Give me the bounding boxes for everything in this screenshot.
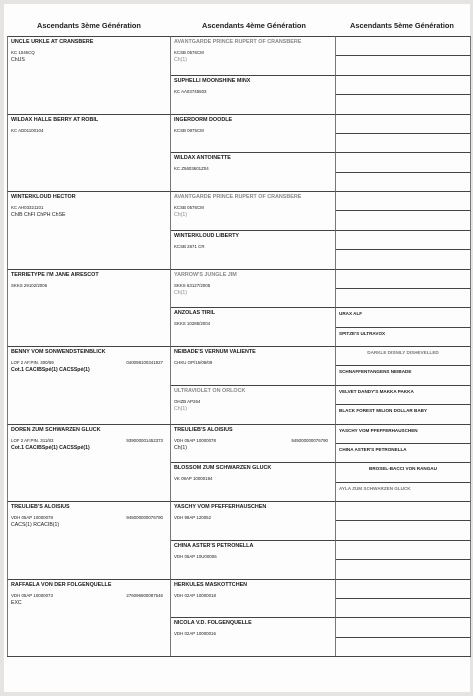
gen5-cell — [336, 365, 471, 384]
gen4-registration-line — [174, 399, 332, 405]
gen5-cell — [336, 443, 471, 462]
gen3-registration-line — [11, 360, 167, 366]
gen3-titles: ChUS — [11, 57, 25, 63]
gen3-registration: KC AD01100104 — [11, 127, 44, 133]
grid-bottom-rule — [7, 656, 171, 657]
gen5-cell — [336, 424, 471, 443]
gen5-cell — [336, 520, 471, 539]
gen5-cell — [336, 75, 471, 94]
gen5-cell — [336, 598, 471, 617]
gen5-dog-name: SCHNAFFENTANGENS NEIBADE — [339, 369, 412, 375]
gen3-dog-name: BENNY VOM SONWENDSTEINBLICK — [11, 349, 106, 355]
gen5-cell — [336, 307, 471, 326]
gen4-chip-id: 945000000076790 — [291, 437, 328, 443]
gen4-dog-name: CHINA ASTER'S PETRONELLA — [174, 542, 254, 549]
gen5-cell — [336, 462, 471, 481]
gen3-registration: LOF 2 AF.PIN. 311/83 — [11, 437, 54, 443]
gen4-cell — [171, 230, 336, 269]
gen4-cell — [171, 501, 336, 540]
gen5-cell — [336, 172, 471, 191]
gen4-registration: VDH 02AP 10000018 — [174, 592, 216, 598]
gen4-registration: KC Z5603601Z04 — [174, 166, 209, 172]
gen4-dog-name: INGERDORM DOODLE — [174, 116, 233, 123]
gen4-dog-name: BLOSSOM ZUM SCHWARZEN GLUCK — [174, 465, 272, 472]
gen5-cell — [336, 269, 471, 288]
gen5-dog-name: SPITZE'S ULTRAVOX — [339, 330, 386, 336]
gen4-registration-line — [174, 166, 332, 172]
gen4-registration: KCSB 0975CM — [174, 127, 204, 133]
gen4-registration-line — [174, 244, 332, 250]
gen4-cell — [171, 346, 336, 385]
gen4-cell — [171, 36, 336, 75]
gen3-chip-id: 276096900087546 — [126, 592, 163, 598]
gen5-cell — [336, 230, 471, 249]
gen4-registration-line — [174, 283, 332, 289]
gen4-cell — [171, 579, 336, 618]
gen4-registration-line — [174, 438, 332, 444]
gen3-chip-id: 945000000076790 — [126, 515, 163, 520]
gen3-registration: VDH 05AP 10000078 — [11, 515, 53, 520]
gen5-cell — [336, 55, 471, 74]
gen3-dog-name: DOREN ZUM SCHWARZEN GLUCK — [11, 426, 101, 433]
gen3-registration-line — [11, 593, 167, 599]
gen4-registration-line — [174, 128, 332, 134]
gen5-cell — [336, 617, 471, 636]
gen4-registration: SKKS 10285/2004 — [174, 321, 211, 327]
gen4-cell — [171, 75, 336, 114]
gen3-registration-line — [11, 50, 167, 56]
gen5-dog-name: VELVET DANDY'S MAKKA PAKKA — [339, 388, 414, 394]
gen4-dog-name: NICOLA V.D. FOLGENQUELLE — [174, 620, 252, 627]
gen4-registration: CHKU OP/15/09/09 — [174, 360, 213, 365]
gen4-registration: KC AA03745503 — [174, 88, 207, 94]
gen3-cell — [7, 36, 171, 114]
gen3-dog-name: UNCLE URKLE AT CRANSBERE — [11, 39, 94, 45]
gen4-cell — [171, 462, 336, 501]
gen3-registration: LOF 2 AF.PIN. 300/59 — [11, 360, 54, 365]
gen5-cell — [336, 346, 471, 365]
gen5-cell — [336, 36, 471, 55]
gen5-cell — [336, 559, 471, 578]
gen3-cell — [7, 501, 171, 579]
gen4-dog-name: YARROW'S JUNGLE JIM — [174, 271, 237, 278]
header-gen5: Ascendants 5ème Génération — [350, 21, 454, 30]
gen5-cell — [336, 404, 471, 423]
gen5-cell — [336, 501, 471, 520]
gen3-registration: KC AH03321101 — [11, 205, 44, 210]
gen4-dog-name: SUPHELLI MOONSHINE MINX — [174, 77, 251, 84]
gen4-cell — [171, 269, 336, 308]
gen5-cell — [336, 482, 471, 501]
gen4-dog-name: ULTRAVIOLET ON ORLOCK — [174, 387, 246, 394]
gen3-cell — [7, 114, 171, 192]
gen3-chip-id: 040098100341927 — [126, 360, 163, 365]
gen4-registration-line — [174, 554, 332, 560]
gen3-registration: KC 1046CQ — [11, 50, 35, 55]
gen4-dog-name: AVANTGARDE PRINCE RUPERT OF CRANSBERE — [174, 39, 302, 45]
gen5-cell — [336, 133, 471, 152]
gen5-cell — [336, 152, 471, 171]
gen3-registration: VDH 05AP 10000073 — [11, 592, 53, 598]
gen5-cell — [336, 210, 471, 229]
gen3-dog-name: WILDAX HALLE BERRY AT ROBIL — [11, 116, 99, 123]
gen5-cell — [336, 288, 471, 307]
gen4-cell — [171, 191, 336, 230]
gen3-registration-line — [11, 128, 167, 134]
gen4-cell — [171, 307, 336, 346]
gen5-dog-name: DARKLE DISNILY DISHEVELLED — [367, 350, 439, 355]
grid-bottom-rule — [171, 656, 336, 657]
gen5-dog-name: URAX ALF — [339, 311, 363, 317]
gen4-dog-name: YASCHY VOM PFEFFERHAUSCHEN — [174, 504, 267, 510]
gen5-dog-name: YASCHY VOM PFEFFERHAUSCHEN — [339, 427, 418, 433]
gen4-registration: OHZB AP264 — [174, 398, 201, 404]
gen5-cell — [336, 249, 471, 268]
gen4-titles: Ch(1) — [174, 212, 187, 218]
gen3-titles: CACS(1) RCACIB(1) — [11, 522, 60, 528]
gen4-registration: VDH 05AP 10000078 — [174, 437, 216, 443]
header-gen3: Ascendants 3ème Génération — [37, 21, 141, 30]
gen5-cell — [336, 327, 471, 346]
gen4-dog-name: NEIBADE'S VERNUM VALIENTE — [174, 349, 256, 355]
gen5-dog-name: AYLA ZUM SCHWARZEN GLUCK — [339, 485, 411, 491]
gen3-registration-line — [11, 438, 167, 444]
gen4-cell — [171, 617, 336, 656]
gen5-cell — [336, 385, 471, 404]
grid-bottom-rule — [336, 656, 471, 657]
gen4-cell — [171, 152, 336, 191]
gen4-registration: VK 09AP 10000194 — [174, 476, 213, 482]
gen3-titles: EXC — [11, 599, 22, 606]
gen5-dog-name: BLACK FOREST MILION DOLLAR BABY — [339, 408, 428, 414]
gen4-titles: Ch(1) — [174, 444, 187, 451]
gen4-registration-line — [174, 321, 332, 327]
gen4-dog-name: WILDAX ANTOINETTE — [174, 155, 231, 162]
gen3-titles: Cot.1 CACIBSpé(1) CACSSpé(1) — [11, 444, 90, 451]
gen4-cell — [171, 540, 336, 579]
gen4-titles: Ch(1) — [174, 405, 187, 412]
gen4-titles: Ch(1) — [174, 289, 187, 296]
gen4-registration-line — [174, 515, 332, 521]
gen4-dog-name: HERKULES MASKOTTCHEN — [174, 581, 248, 588]
gen4-registration-line — [174, 593, 332, 599]
gen3-cell — [7, 424, 171, 502]
gen4-cell — [171, 385, 336, 424]
gen4-registration: SKKS 63127/2005 — [174, 282, 211, 288]
gen3-registration: SKKS 29102/2006 — [11, 282, 48, 288]
gen3-registration-line — [11, 515, 167, 521]
gen3-cell — [7, 579, 171, 657]
gen4-cell — [171, 114, 336, 153]
gen5-cell — [336, 540, 471, 559]
gen5-dog-name: CHINA ASTER'S PETRONELLA — [339, 446, 407, 452]
gen4-cell — [171, 424, 336, 463]
gen5-cell — [336, 637, 471, 656]
gen4-registration: VDH 05AP 10U00006 — [174, 553, 217, 559]
gen3-chip-id: 939000001452373 — [126, 437, 163, 443]
gen4-dog-name: WINTERKLOUD LIBERTY — [174, 232, 239, 239]
gen3-dog-name: TREULIEB'S ALOISIUS — [11, 504, 70, 510]
gen4-registration-line — [174, 205, 332, 211]
gen3-cell — [7, 269, 171, 347]
gen4-registration: VDH 02AP 10000016 — [174, 631, 216, 637]
gen4-registration-line — [174, 50, 332, 56]
gen4-dog-name: AVANTGARDE PRINCE RUPERT OF CRANSBERE — [174, 194, 302, 200]
gen3-cell — [7, 346, 171, 424]
gen4-registration: KCSB 2671 CR — [174, 243, 205, 249]
gen4-titles: Ch(1) — [174, 57, 187, 63]
gen5-cell — [336, 114, 471, 133]
gen4-registration: KCSB 0576CM — [174, 50, 204, 55]
gen4-registration-line — [174, 89, 332, 95]
gen4-registration: VDH 99AP 120052 — [174, 515, 212, 520]
gen3-dog-name: RAFFAELA VON DER FOLGENQUELLE — [11, 581, 112, 588]
gen3-registration-line — [11, 283, 167, 289]
gen3-dog-name: TERRIETYPE I'M JANE AIRESCOT — [11, 271, 99, 278]
gen3-titles: Cot.1 CACIBSpé(1) CACSSpé(1) — [11, 367, 90, 373]
gen4-dog-name: TREULIEB'S ALOISIUS — [174, 426, 233, 433]
gen3-titles: ChIB ChFI ChPH ChSE — [11, 212, 66, 218]
gen3-cell — [7, 191, 171, 269]
gen4-registration-line — [174, 360, 332, 366]
pedigree-grid — [7, 36, 471, 656]
gen3-registration-line — [11, 205, 167, 211]
gen4-registration-line — [174, 476, 332, 482]
gen5-cell — [336, 191, 471, 210]
header-gen4: Ascendants 4ème Génération — [202, 21, 306, 30]
gen4-dog-name: ANZOLAS TIRIL — [174, 310, 216, 317]
gen5-dog-name: BROSEL-BACCI VON RANGAU — [369, 466, 437, 472]
gen3-dog-name: WINTERKLOUD HECTOR — [11, 194, 76, 200]
gen4-registration-line — [174, 631, 332, 637]
gen4-registration: KCSB 0576CM — [174, 205, 204, 210]
gen5-cell — [336, 94, 471, 113]
gen5-cell — [336, 579, 471, 598]
